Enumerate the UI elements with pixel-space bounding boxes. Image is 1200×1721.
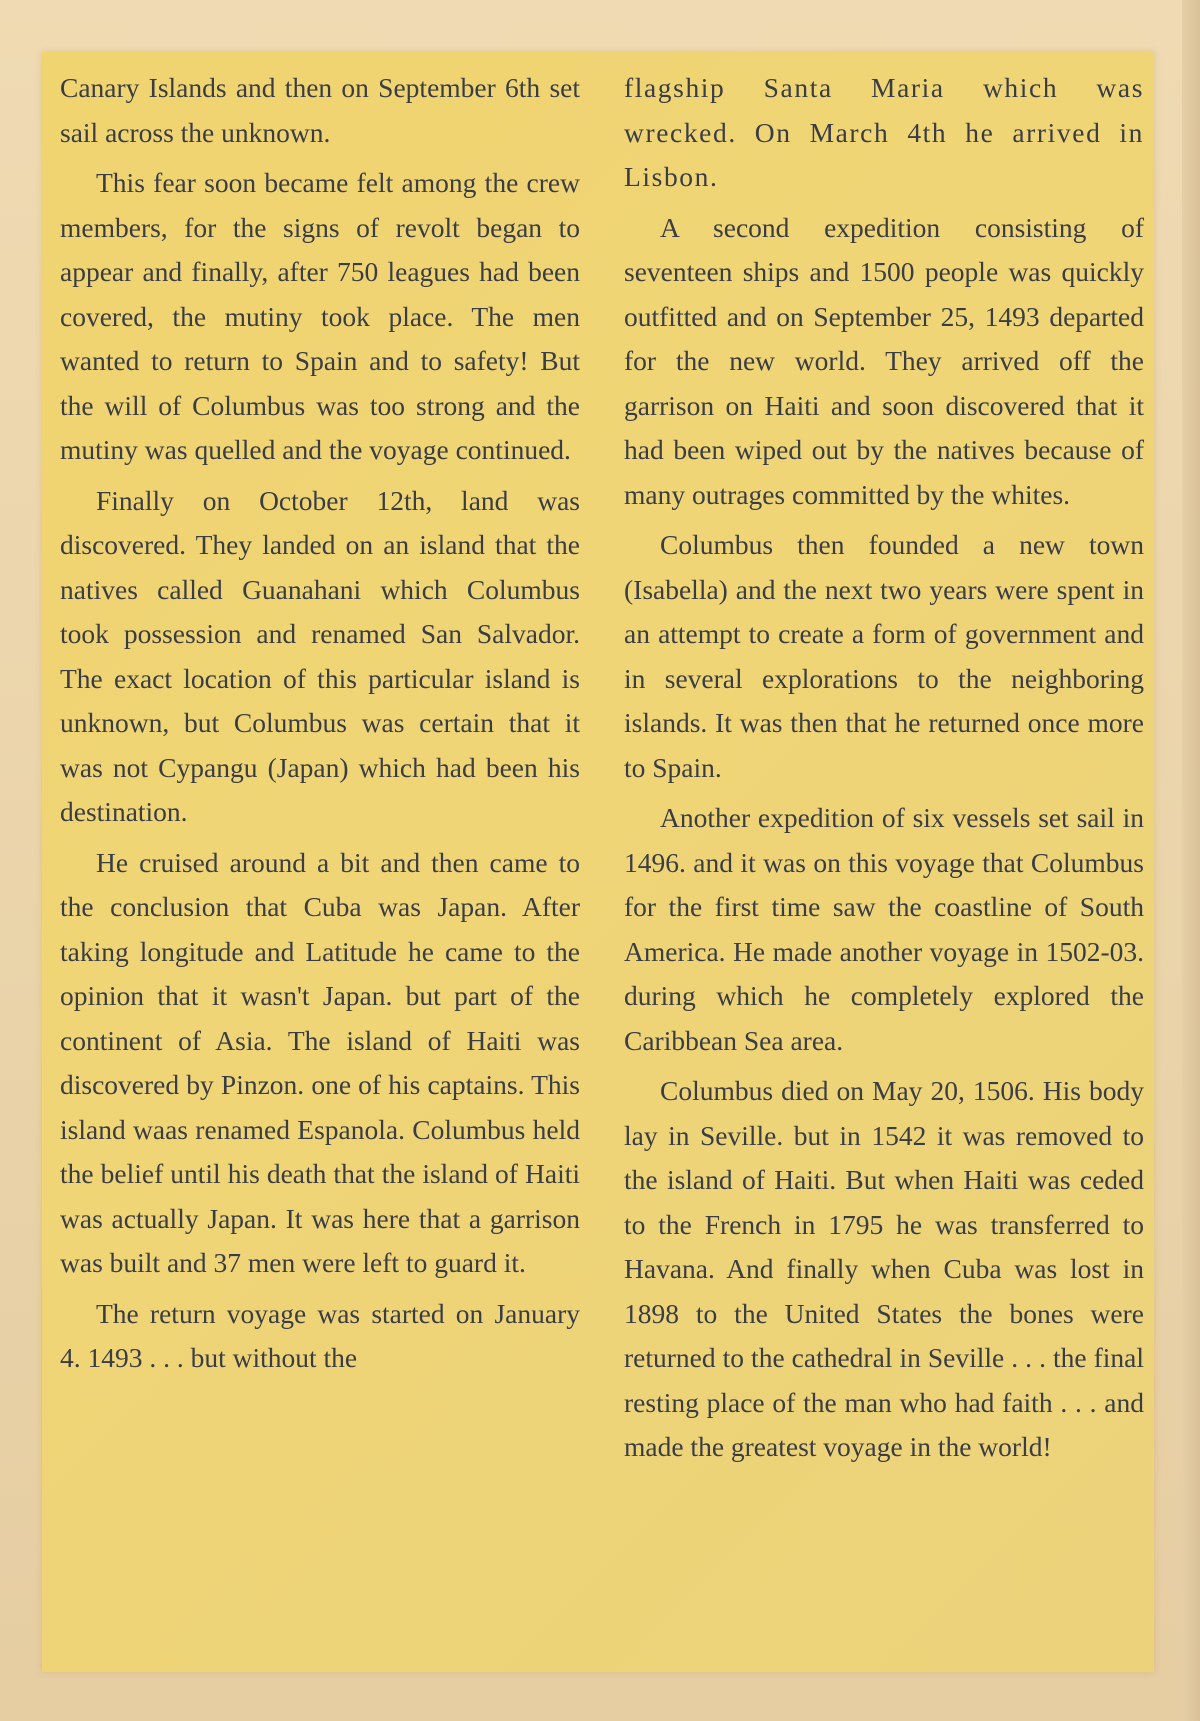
paragraph: A second expedition consisting of seventeen ships and 1500 people was quickly outfitted and on September 25, 1493 departed for the new world. They arrived off the garrison on Haiti and soon discovered that it had been wiped out by the natives because of many outrages committed by the whites. (624, 211, 1144, 510)
paragraph: Canary Islands and then on September 6th set sail across the unknown. (60, 72, 580, 148)
paragraph: Columbus died on May 20, 1506. His body lay in Seville. but in 1542 it was removed to the island of Haiti. But when Haiti was ceded to the French in 1795 he was transferred to Havana. And finally when Cuba was lost in 1898 to the United States the bones were returned to the cathedral in Seville . . . the final resting place of the man who had faith . . . and made the greatest voyage in the world! (624, 1075, 1144, 1462)
paragraph: The return voyage was started on January 4. 1493 . . . but without the (60, 1297, 580, 1373)
paragraph: This fear soon became felt among the crew members, for the signs of revolt began to appear and finally, after 750 leagues had been covered, the mutiny took place. The men wanted to return to Spain and to safety! But the will of Columbus was too strong and the mutiny was quelled and the voyage continued. (60, 167, 580, 465)
paragraph: Columbus then founded a new town (Isabella) and the next two years were spent in an attempt to create a form of government and in several explorations to the neighboring islands. It was then that he returned once more to Spain. (624, 529, 1144, 783)
right-column (624, 66, 1144, 1476)
paragraph: Another expedition of six vessels set sail in 1496. and it was on this voyage that Columbus for the first time saw the coastline of South America. He made another voyage in 1502-03. during which he completely explored the Caribbean Sea area. (624, 802, 1144, 1056)
left-column (60, 66, 580, 1387)
page-edge (1182, 0, 1200, 1721)
paragraph: Finally on October 12th, land was discovered. They landed on an island that the natives called Guanahani which Columbus took possession and renamed San Salvador. The exact location of this particular island is unknown, but Columbus was certain that it was not Cypangu (Japan) which had been his destination. (60, 484, 580, 827)
paragraph: flagship Santa Maria which was wrecked. On March 4th he arrived in Lisbon. (624, 72, 1144, 192)
paragraph: He cruised around a bit and then came to the conclusion that Cuba was Japan. After taking longitude and Latitude he came to the opinion that it wasn't Japan. but part of the continent of Asia. The island of Haiti was discovered by Pinzon. one of his captains. This island waas renamed Espanola. Columbus held the belief until his death that the island of Haiti was actually Japan. It was here that a garrison was built and 37 men were left to guard it. (60, 846, 580, 1278)
